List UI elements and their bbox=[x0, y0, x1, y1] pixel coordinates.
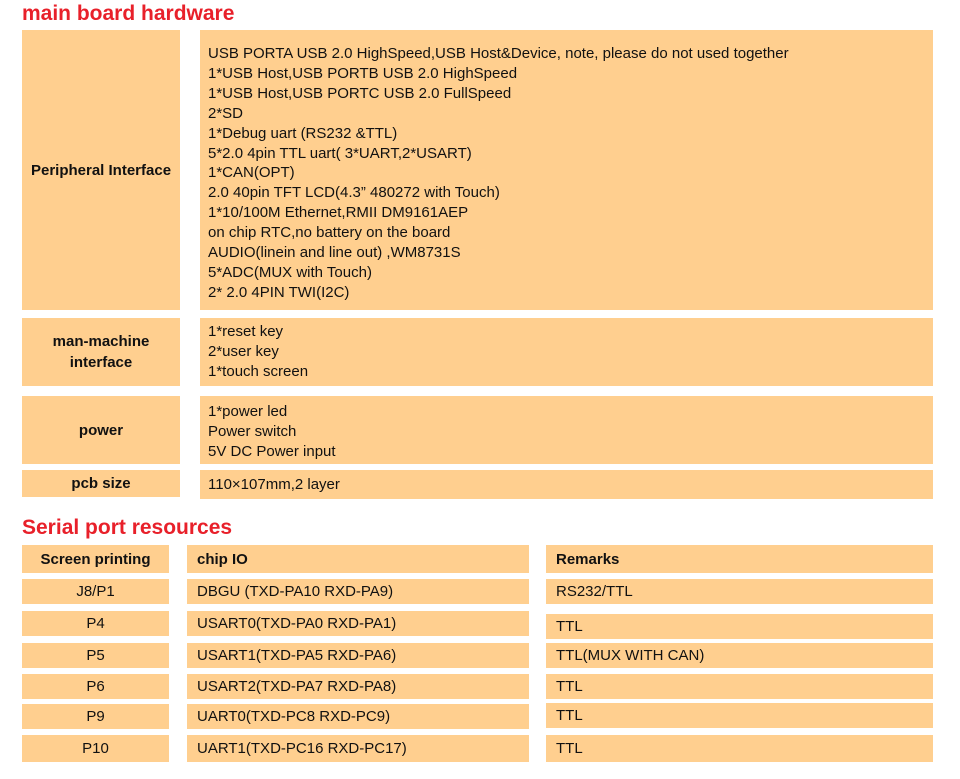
peripheral-line: USB PORTA USB 2.0 HighSpeed,USB Host&Device, note, please do not used together bbox=[208, 45, 789, 62]
cell-text: UART0(TXD-PC8 RXD-PC9) bbox=[197, 708, 391, 725]
table-row-chip-io bbox=[187, 704, 529, 729]
man-machine-line: 1*reset key bbox=[208, 323, 284, 340]
table-row-remarks bbox=[546, 674, 933, 699]
table-row-screen bbox=[22, 643, 169, 668]
table-row-chip-io bbox=[187, 674, 529, 699]
peripheral-line: 2.0 40pin TFT LCD(4.3” 480272 with Touch) bbox=[208, 184, 500, 202]
peripheral-line: 1*USB Host,USB PORTC USB 2.0 FullSpeed bbox=[208, 84, 512, 102]
peripheral-line: 1*CAN(OPT) bbox=[208, 164, 295, 182]
table-row-remarks bbox=[546, 579, 933, 604]
power-line: 5V DC Power input bbox=[208, 442, 336, 460]
table-row-remarks bbox=[546, 703, 933, 728]
cell-text: DBGU (TXD-PA10 RXD-PA9) bbox=[197, 583, 394, 600]
peripheral-line: 5*ADC(MUX with Touch) bbox=[208, 263, 372, 281]
man-machine-line: 2*user key bbox=[208, 342, 279, 360]
cell-text: TTL bbox=[556, 707, 583, 724]
table-row-screen bbox=[22, 704, 169, 729]
man-machine-label-line: man-machine bbox=[52, 333, 150, 350]
cell-text: J8/P1 bbox=[76, 583, 115, 600]
peripheral-line: 2*SD bbox=[208, 104, 244, 122]
power-line: Power switch bbox=[208, 422, 297, 440]
cell-text: UART1(TXD-PC16 RXD-PC17) bbox=[197, 740, 407, 757]
table-row-chip-io bbox=[187, 579, 529, 604]
peripheral-interface-label-text: Peripheral Interface bbox=[30, 161, 172, 179]
table-row-chip-io bbox=[187, 735, 529, 762]
header-remarks bbox=[546, 545, 933, 573]
table-row-remarks bbox=[546, 643, 933, 668]
power-line: 1*power led bbox=[208, 403, 288, 420]
peripheral-line: 1*Debug uart (RS232 &TTL) bbox=[208, 124, 398, 142]
header-screen-printing bbox=[22, 545, 169, 573]
table-row-screen bbox=[22, 735, 169, 762]
cell-text: TTL(MUX WITH CAN) bbox=[556, 647, 705, 664]
peripheral-line: 5*2.0 4pin TTL uart( 3*UART,2*USART) bbox=[208, 144, 472, 162]
man-machine-interface-label bbox=[22, 318, 180, 386]
table-row-screen bbox=[22, 674, 169, 699]
cell-text: P9 bbox=[86, 708, 105, 725]
pcb-size-label-text: pcb size bbox=[71, 475, 131, 492]
man-machine-interface-values bbox=[200, 318, 933, 386]
peripheral-line: 1*10/100M Ethernet,RMII DM9161AEP bbox=[208, 204, 469, 222]
serial-port-resources-heading: Serial port resources bbox=[22, 516, 233, 539]
man-machine-line: 1*touch screen bbox=[208, 362, 309, 380]
table-row-screen bbox=[22, 611, 169, 636]
pcb-size-label bbox=[22, 470, 180, 497]
table-row-chip-io bbox=[187, 643, 529, 668]
header-screen-printing-text: Screen printing bbox=[40, 550, 151, 568]
pcb-size-value bbox=[200, 470, 933, 499]
peripheral-interface-values bbox=[200, 30, 933, 310]
cell-text: P10 bbox=[82, 740, 109, 757]
table-row-screen bbox=[22, 579, 169, 604]
cell-text: TTL bbox=[556, 618, 583, 635]
cell-text: TTL bbox=[556, 740, 583, 757]
peripheral-interface-label bbox=[22, 30, 180, 310]
peripheral-line: 2* 2.0 4PIN TWI(I2C) bbox=[208, 283, 350, 301]
cell-text: USART1(TXD-PA5 RXD-PA6) bbox=[197, 647, 397, 664]
peripheral-line: 1*USB Host,USB PORTB USB 2.0 HighSpeed bbox=[208, 64, 518, 82]
cell-text: USART2(TXD-PA7 RXD-PA8) bbox=[197, 678, 397, 695]
cell-text: USART0(TXD-PA0 RXD-PA1) bbox=[197, 615, 397, 632]
power-values bbox=[200, 396, 933, 464]
header-remarks-text: Remarks bbox=[556, 550, 620, 568]
peripheral-line: AUDIO(linein and line out) ,WM8731S bbox=[208, 244, 461, 262]
main-board-hardware-heading: main board hardware bbox=[22, 2, 235, 25]
cell-text: RS232/TTL bbox=[556, 583, 633, 600]
table-row-remarks bbox=[546, 735, 933, 762]
table-row-chip-io bbox=[187, 611, 529, 636]
cell-text: TTL bbox=[556, 678, 583, 695]
header-chip-io-text: chip IO bbox=[197, 550, 248, 568]
cell-text: P6 bbox=[86, 678, 105, 695]
peripheral-line: on chip RTC,no battery on the board bbox=[208, 224, 451, 242]
cell-text: P5 bbox=[86, 647, 105, 664]
man-machine-label-line: interface bbox=[69, 354, 133, 371]
power-label bbox=[22, 396, 180, 464]
table-row-remarks bbox=[546, 614, 933, 639]
pcb-size-text: 110×107mm,2 layer bbox=[208, 476, 340, 493]
cell-text: P4 bbox=[86, 615, 105, 632]
header-chip-io bbox=[187, 545, 529, 573]
power-label-text: power bbox=[78, 421, 124, 439]
